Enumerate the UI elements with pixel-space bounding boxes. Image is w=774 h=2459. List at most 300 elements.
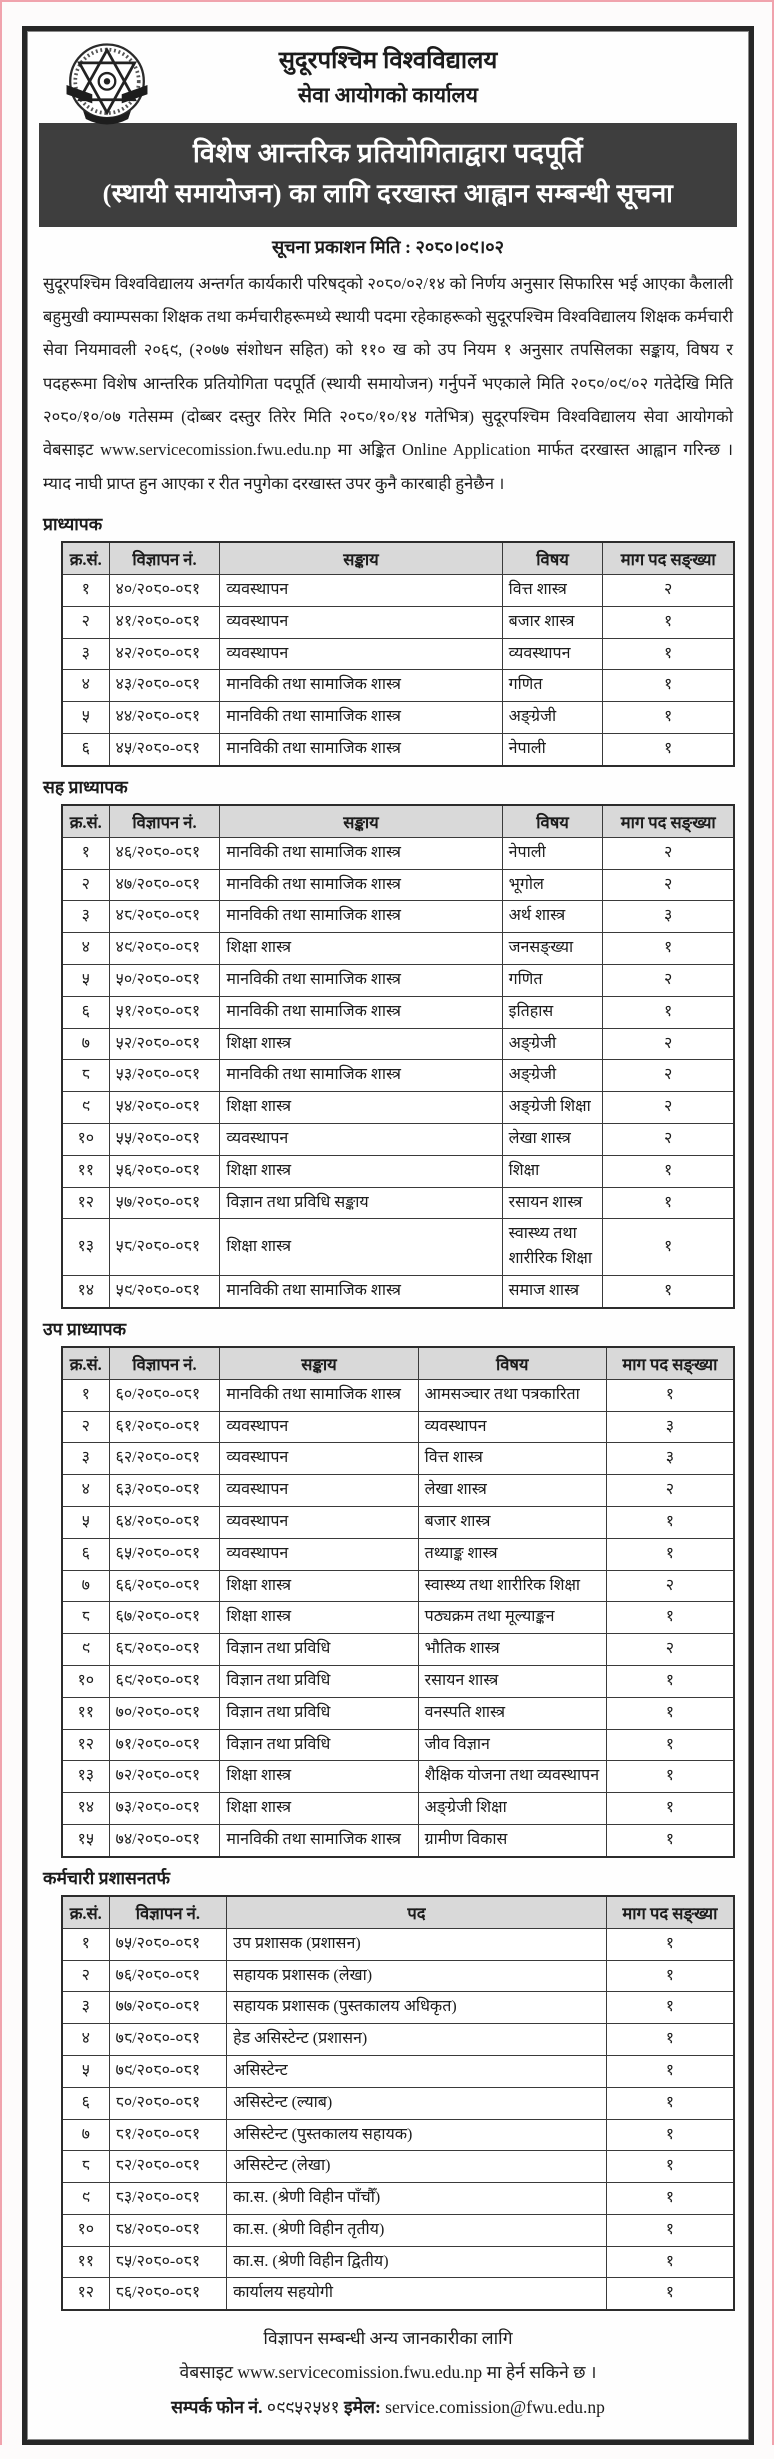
table-cell: का.स. (श्रेणी विहीन पाँचौँ) [227,2183,607,2215]
table-cell: मानविकी तथा सामाजिक शास्त्र [220,965,502,997]
table-cell: १३ [62,1761,109,1793]
table-cell: ८ [62,1602,109,1634]
table-cell: १५ [62,1824,109,1856]
table-cell: १ [606,2151,734,2183]
table-cell: १ [606,1506,734,1538]
notice-document-frame [22,26,754,2445]
table-row [62,1443,734,1475]
table-cell: शिक्षा शास्त्र [220,1092,502,1124]
table-cell: १ [606,2119,734,2151]
table-cell: व्यवस्थापन [220,1538,418,1570]
table-cell: ६९/२०८०-०८१ [109,1665,220,1697]
table-cell: व्यवस्थापन [502,638,603,670]
table-cell: ७१/२०८०-०८१ [109,1729,220,1761]
table-cell: व्यवस्थापन [418,1411,606,1443]
banner-line-2: (स्थायी समायोजन) का लागि दरखास्त आह्वान सम्बन्धी सूचना [102,179,674,209]
table-cell: व्यवस्थापन [220,575,502,607]
table-cell: २ [603,965,734,997]
table-cell: १ [606,1665,734,1697]
table-row [62,1506,734,1538]
table-cell: ६२/२०८०-०८१ [109,1443,220,1475]
website-url: www.servicecomission.fwu.edu.np [237,2362,483,2383]
table-cell: कार्यालय सहयोगी [227,2278,607,2310]
table-cell: ९ [62,1092,109,1124]
table-cell: १ [606,1538,734,1570]
table-cell: इतिहास [502,996,603,1028]
table-cell: ६६/२०८०-०८१ [109,1570,220,1602]
table-cell: १ [606,1960,734,1992]
table-row [62,670,734,702]
table-cell: व्यवस्थापन [220,638,502,670]
table-row [62,1793,734,1825]
table-cell: ४३/२०८०-०८१ [109,670,220,702]
email-label: इमेल: [344,2396,381,2417]
university-emblem-icon [59,39,155,131]
table-cell: २ [62,606,109,638]
table-cell: व्यवस्थापन [220,1506,418,1538]
table-row [62,1824,734,1856]
table-cell: २ [62,1960,109,1992]
section-title-assistant-professor: उप प्राध्यापक [43,1318,127,1339]
table-cell: शिक्षा शास्त्र [220,1219,502,1276]
table-cell: १ [603,1275,734,1307]
table-row [62,1960,734,1992]
table-cell: ३ [62,1992,109,2024]
column-header: सङ्काय [220,805,502,838]
table-cell: ८ [62,1060,109,1092]
assistant-professor-table-container [61,1346,735,1858]
table-row [62,2214,734,2246]
table-cell: विज्ञान तथा प्रविधि [220,1634,418,1666]
table-row [62,1697,734,1729]
table-cell: ६४/२०८०-०८१ [109,1506,220,1538]
table-cell: ६ [62,2087,109,2119]
table-row [62,2183,734,2215]
table-row [62,1155,734,1187]
table-row [62,702,734,734]
table-cell: १ [606,1602,734,1634]
table-cell: बजार शास्त्र [502,606,603,638]
table-cell: १ [603,1155,734,1187]
table-cell: १ [606,1824,734,1856]
section-title-staff-administration: कर्मचारी प्रशासनतर्फ [43,1867,171,1888]
table-cell: असिस्टेन्ट [227,2055,607,2087]
table-cell: ५७/२०८०-०८१ [109,1187,220,1219]
table-row [62,1634,734,1666]
document-footer [37,2313,739,2425]
table-cell: नेपाली [502,837,603,869]
table-cell: १ [603,734,734,766]
table-cell: ५९/२०८०-०८१ [109,1275,220,1307]
table-cell: व्यवस्थापन [220,1411,418,1443]
table-cell: तथ्याङ्क शास्त्र [418,1538,606,1570]
table-cell: ९ [62,1634,109,1666]
table-cell: आमसञ्चार तथा पत्रकारिता [418,1379,606,1411]
table-cell: शिक्षा शास्त्र [220,1793,418,1825]
column-header: माग पद सङ्ख्या [606,1896,734,1929]
table-cell: गणित [502,670,603,702]
table-row [62,1219,734,1276]
column-header: विज्ञापन नं. [109,1896,227,1929]
table-cell: १ [603,638,734,670]
table-cell: शैक्षिक योजना तथा व्यवस्थापन [418,1761,606,1793]
table-row [62,2278,734,2310]
table-cell: विज्ञान तथा प्रविधि [220,1729,418,1761]
email-address: service.comission@fwu.edu.np [385,2396,605,2417]
table-row [62,606,734,638]
table-cell: अर्थ शास्त्र [502,901,603,933]
table-row [62,837,734,869]
table-cell: उप प्रशासक (प्रशासन) [227,1928,607,1960]
table-cell: २ [62,1411,109,1443]
table-row [62,2087,734,2119]
table-cell: ६५/२०८०-०८१ [109,1538,220,1570]
table-row [62,2024,734,2056]
table-row [62,1187,734,1219]
table-row [62,1092,734,1124]
table-cell: १० [62,1665,109,1697]
section-title-professor: प्राध्यापक [43,514,103,535]
table-cell: २ [606,1475,734,1507]
table-cell: १२ [62,1187,109,1219]
table-cell: ११ [62,2246,109,2278]
table-cell: विज्ञान तथा प्रविधि सङ्काय [220,1187,502,1219]
table-cell: ६ [62,1538,109,1570]
table-cell: मानविकी तथा सामाजिक शास्त्र [220,734,502,766]
table-cell: शिक्षा शास्त्र [220,1761,418,1793]
table-cell: १० [62,1123,109,1155]
table-cell: व्यवस्थापन [220,1123,502,1155]
table-cell: पठ्यक्रम तथा मूल्याङ्कन [418,1602,606,1634]
section-staff-administration [37,1860,739,2312]
column-header: सङ्काय [220,1347,418,1380]
table-cell: ६३/२०८०-०८१ [109,1475,220,1507]
table-cell: ४८/२०८०-०८१ [109,901,220,933]
column-header: विज्ञापन नं. [109,1347,220,1380]
table-header-row [62,1896,734,1929]
table-cell: ४१/२०८०-०८१ [109,606,220,638]
table-cell: अङ्ग्रेजी [502,1060,603,1092]
table-cell: ८२/२०८०-०८१ [109,2151,227,2183]
table-cell: १ [603,702,734,734]
table-header-row [62,542,734,575]
table-cell: का.स. (श्रेणी विहीन द्वितीय) [227,2246,607,2278]
table-cell: २ [603,837,734,869]
table-cell: ग्रामीण विकास [418,1824,606,1856]
table-cell: १ [603,1219,734,1276]
table-cell: अङ्ग्रेजी [502,702,603,734]
table-cell: १३ [62,1219,109,1276]
table-cell: १ [603,606,734,638]
table-cell: सहायक प्रशासक (लेखा) [227,1960,607,1992]
table-cell: ६८/२०८०-०८१ [109,1634,220,1666]
column-header: क्र.सं. [62,542,109,575]
table-cell: मानविकी तथा सामाजिक शास्त्र [220,901,502,933]
table-cell: ५५/२०८०-०८१ [109,1123,220,1155]
column-header: माग पद सङ्ख्या [606,1347,734,1380]
table-cell: १ [603,1187,734,1219]
column-header: क्र.सं. [62,1347,109,1380]
table-cell: १ [62,837,109,869]
table-row [62,2055,734,2087]
table-cell: ५०/२०८०-०८१ [109,965,220,997]
staff-table-container [61,1895,735,2312]
table-row [62,1570,734,1602]
table-cell: १ [606,2087,734,2119]
footer-website-line [37,2355,739,2389]
table-cell: १ [606,1729,734,1761]
phone-label: सम्पर्क फोन नं. [171,2396,263,2417]
table-row [62,1761,734,1793]
table-cell: ३ [62,638,109,670]
table-cell: ६०/२०८०-०८१ [109,1379,220,1411]
table-cell: समाज शास्त्र [502,1275,603,1307]
table-cell: २ [603,575,734,607]
table-cell: ५४/२०८०-०८१ [109,1092,220,1124]
table-cell: १ [62,575,109,607]
table-cell: ७७/२०८०-०८१ [109,1992,227,2024]
column-header: विज्ञापन नं. [109,805,220,838]
table-cell: २ [606,1570,734,1602]
table-cell: ६७/२०८०-०८१ [109,1602,220,1634]
table-cell: १ [606,1992,734,2024]
table-cell: ४४/२०८०-०८१ [109,702,220,734]
table-cell: ४ [62,933,109,965]
table-cell: हेड असिस्टेन्ट (प्रशासन) [227,2024,607,2056]
table-cell: १४ [62,1275,109,1307]
table-cell: मानविकी तथा सामाजिक शास्त्र [220,1060,502,1092]
table-cell: ३ [606,1443,734,1475]
table-cell: २ [603,1028,734,1060]
table-row [62,1411,734,1443]
table-cell: १२ [62,1729,109,1761]
table-cell: १४ [62,1793,109,1825]
notice-title-banner [39,123,737,227]
table-cell: ५२/२०८०-०८१ [109,1028,220,1060]
table-cell: १ [603,996,734,1028]
column-header: सङ्काय [220,542,502,575]
table-row [62,638,734,670]
vacancy-table [61,541,735,767]
table-cell: ४६/२०८०-०८१ [109,837,220,869]
table-cell: भूगोल [502,869,603,901]
table-cell: ३ [62,901,109,933]
section-assistant-professor [37,1311,739,1858]
table-cell: ५८/२०८०-०८१ [109,1219,220,1276]
table-cell: ७ [62,1028,109,1060]
table-cell: ४ [62,670,109,702]
table-cell: १ [62,1928,109,1960]
table-cell: ११ [62,1155,109,1187]
section-associate-professor [37,769,739,1309]
table-cell: १ [606,1793,734,1825]
table-cell: गणित [502,965,603,997]
table-row [62,933,734,965]
table-cell: १ [606,2246,734,2278]
table-cell: ७०/२०८०-०८१ [109,1697,220,1729]
table-cell: ७४/२०८०-०८१ [109,1824,220,1856]
table-row [62,1123,734,1155]
table-cell: अङ्ग्रेजी शिक्षा [502,1092,603,1124]
table-cell: ३ [62,1443,109,1475]
table-cell: रसायन शास्त्र [502,1187,603,1219]
table-cell: १ [606,1928,734,1960]
table-cell: ४९/२०८०-०८१ [109,933,220,965]
table-cell: ७ [62,2119,109,2151]
table-cell: ५३/२०८०-०८१ [109,1060,220,1092]
table-cell: शिक्षा [502,1155,603,1187]
table-cell: वित्त शास्त्र [502,575,603,607]
table-cell: २ [603,1060,734,1092]
table-cell: व्यवस्थापन [220,1443,418,1475]
table-row [62,1475,734,1507]
table-cell: १ [606,1379,734,1411]
table-row [62,2119,734,2151]
table-cell: ५ [62,2055,109,2087]
table-cell: ७३/२०८०-०८१ [109,1793,220,1825]
table-cell: ४ [62,2024,109,2056]
table-cell: ४ [62,1475,109,1507]
table-cell: विज्ञान तथा प्रविधि [220,1665,418,1697]
table-row [62,734,734,766]
table-cell: ८ [62,2151,109,2183]
table-cell: १ [606,2278,734,2310]
table-row [62,1028,734,1060]
table-cell: ७ [62,1570,109,1602]
table-cell: १ [603,670,734,702]
table-cell: २ [603,1092,734,1124]
table-cell: ९ [62,2183,109,2215]
table-cell: ८१/२०८०-०८१ [109,2119,227,2151]
table-cell: १ [606,2055,734,2087]
table-cell: १ [606,2183,734,2215]
table-cell: शिक्षा शास्त्र [220,1028,502,1060]
table-cell: वित्त शास्त्र [418,1443,606,1475]
table-cell: स्वास्थ्य तथा शारीरिक शिक्षा [502,1219,603,1276]
table-cell: १२ [62,2278,109,2310]
table-row [62,2246,734,2278]
table-cell: असिस्टेन्ट (लेखा) [227,2151,607,2183]
table-cell: व्यवस्थापन [220,1475,418,1507]
column-header: पद [227,1896,607,1929]
table-cell: ४५/२०८०-०८१ [109,734,220,766]
table-cell: लेखा शास्त्र [502,1123,603,1155]
phone-number: ०९९५२५४१ [266,2396,340,2417]
table-cell: ६१/२०८०-०८१ [109,1411,220,1443]
table-cell: का.स. (श्रेणी विहीन तृतीय) [227,2214,607,2246]
footer-info-line: विज्ञापन सम्बन्धी अन्य जानकारीका लागि [263,2328,513,2349]
table-cell: १ [606,1697,734,1729]
table-cell: ४०/२०८०-०८१ [109,575,220,607]
table-cell: ३ [606,1411,734,1443]
table-row [62,1379,734,1411]
table-cell: रसायन शास्त्र [418,1665,606,1697]
table-cell: १ [62,1379,109,1411]
table-cell: जनसङ्ख्या [502,933,603,965]
table-cell: बजार शास्त्र [418,1506,606,1538]
table-cell: २ [603,869,734,901]
website-suffix: मा हेर्न सकिने छ । [486,2362,597,2383]
table-cell: ५६/२०८०-०८१ [109,1155,220,1187]
table-header-row [62,1347,734,1380]
table-cell: ११ [62,1697,109,1729]
table-cell: ६ [62,734,109,766]
table-cell: मानविकी तथा सामाजिक शास्त्र [220,996,502,1028]
table-cell: मानविकी तथा सामाजिक शास्त्र [220,702,502,734]
table-cell: १ [606,2214,734,2246]
table-cell: नेपाली [502,734,603,766]
table-header-row [62,805,734,838]
vacancy-table [61,1895,735,2312]
university-name: सुदूरपश्चिम विश्वविद्यालय [278,48,498,74]
table-row [62,1665,734,1697]
table-cell: ८०/२०८०-०८१ [109,2087,227,2119]
table-cell: ८४/२०८०-०८१ [109,2214,227,2246]
table-row [62,1992,734,2024]
table-cell: शिक्षा शास्त्र [220,1155,502,1187]
table-cell: शिक्षा शास्त्र [220,1570,418,1602]
table-cell: स्वास्थ्य तथा शारीरिक शिक्षा [418,1570,606,1602]
table-row [62,1602,734,1634]
table-cell: १० [62,2214,109,2246]
table-cell: मानविकी तथा सामाजिक शास्त्र [220,1824,418,1856]
table-cell: मानविकी तथा सामाजिक शास्त्र [220,670,502,702]
table-cell: ६ [62,996,109,1028]
column-header: माग पद सङ्ख्या [603,805,734,838]
table-cell: वनस्पति शास्त्र [418,1697,606,1729]
table-cell: लेखा शास्त्र [418,1475,606,1507]
table-cell: व्यवस्थापन [220,606,502,638]
table-cell: ४२/२०८०-०८१ [109,638,220,670]
table-cell: ७५/२०८०-०८१ [109,1928,227,1960]
table-row [62,1729,734,1761]
column-header: क्र.सं. [62,1896,109,1929]
column-header: क्र.सं. [62,805,109,838]
table-cell: १ [606,2024,734,2056]
table-row [62,965,734,997]
table-cell: मानविकी तथा सामाजिक शास्त्र [220,837,502,869]
banner-line-1: विशेष आन्तरिक प्रतियोगिताद्वारा पदपूर्ति [192,137,584,168]
table-cell: भौतिक शास्त्र [418,1634,606,1666]
table-cell: ४७/२०८०-०८१ [109,869,220,901]
vacancy-table [61,1346,735,1858]
table-cell: ५ [62,702,109,734]
table-cell: २ [62,869,109,901]
table-cell: अङ्ग्रेजी शिक्षा [418,1793,606,1825]
table-cell: मानविकी तथा सामाजिक शास्त्र [220,869,502,901]
column-header: विषय [502,542,603,575]
section-professor [37,506,739,767]
table-cell: ५ [62,965,109,997]
column-header: माग पद सङ्ख्या [603,542,734,575]
table-row [62,1060,734,1092]
table-cell: ३ [603,901,734,933]
publication-date: सूचना प्रकाशन मिति : २०८०।०९।०२ [271,236,505,257]
table-row [62,1275,734,1307]
table-cell: ७६/२०८०-०८१ [109,1960,227,1992]
table-cell: १ [603,933,734,965]
column-header: विषय [418,1347,606,1380]
table-cell: अङ्ग्रेजी [502,1028,603,1060]
footer-contact-line [37,2390,739,2424]
table-row [62,575,734,607]
table-cell: जीव विज्ञान [418,1729,606,1761]
table-cell: ७२/२०८०-०८१ [109,1761,220,1793]
table-cell: शिक्षा शास्त्र [220,1602,418,1634]
table-cell: १ [606,1761,734,1793]
table-cell: ५ [62,1506,109,1538]
table-cell: सहायक प्रशासक (पुस्तकालय अधिकृत) [227,1992,607,2024]
